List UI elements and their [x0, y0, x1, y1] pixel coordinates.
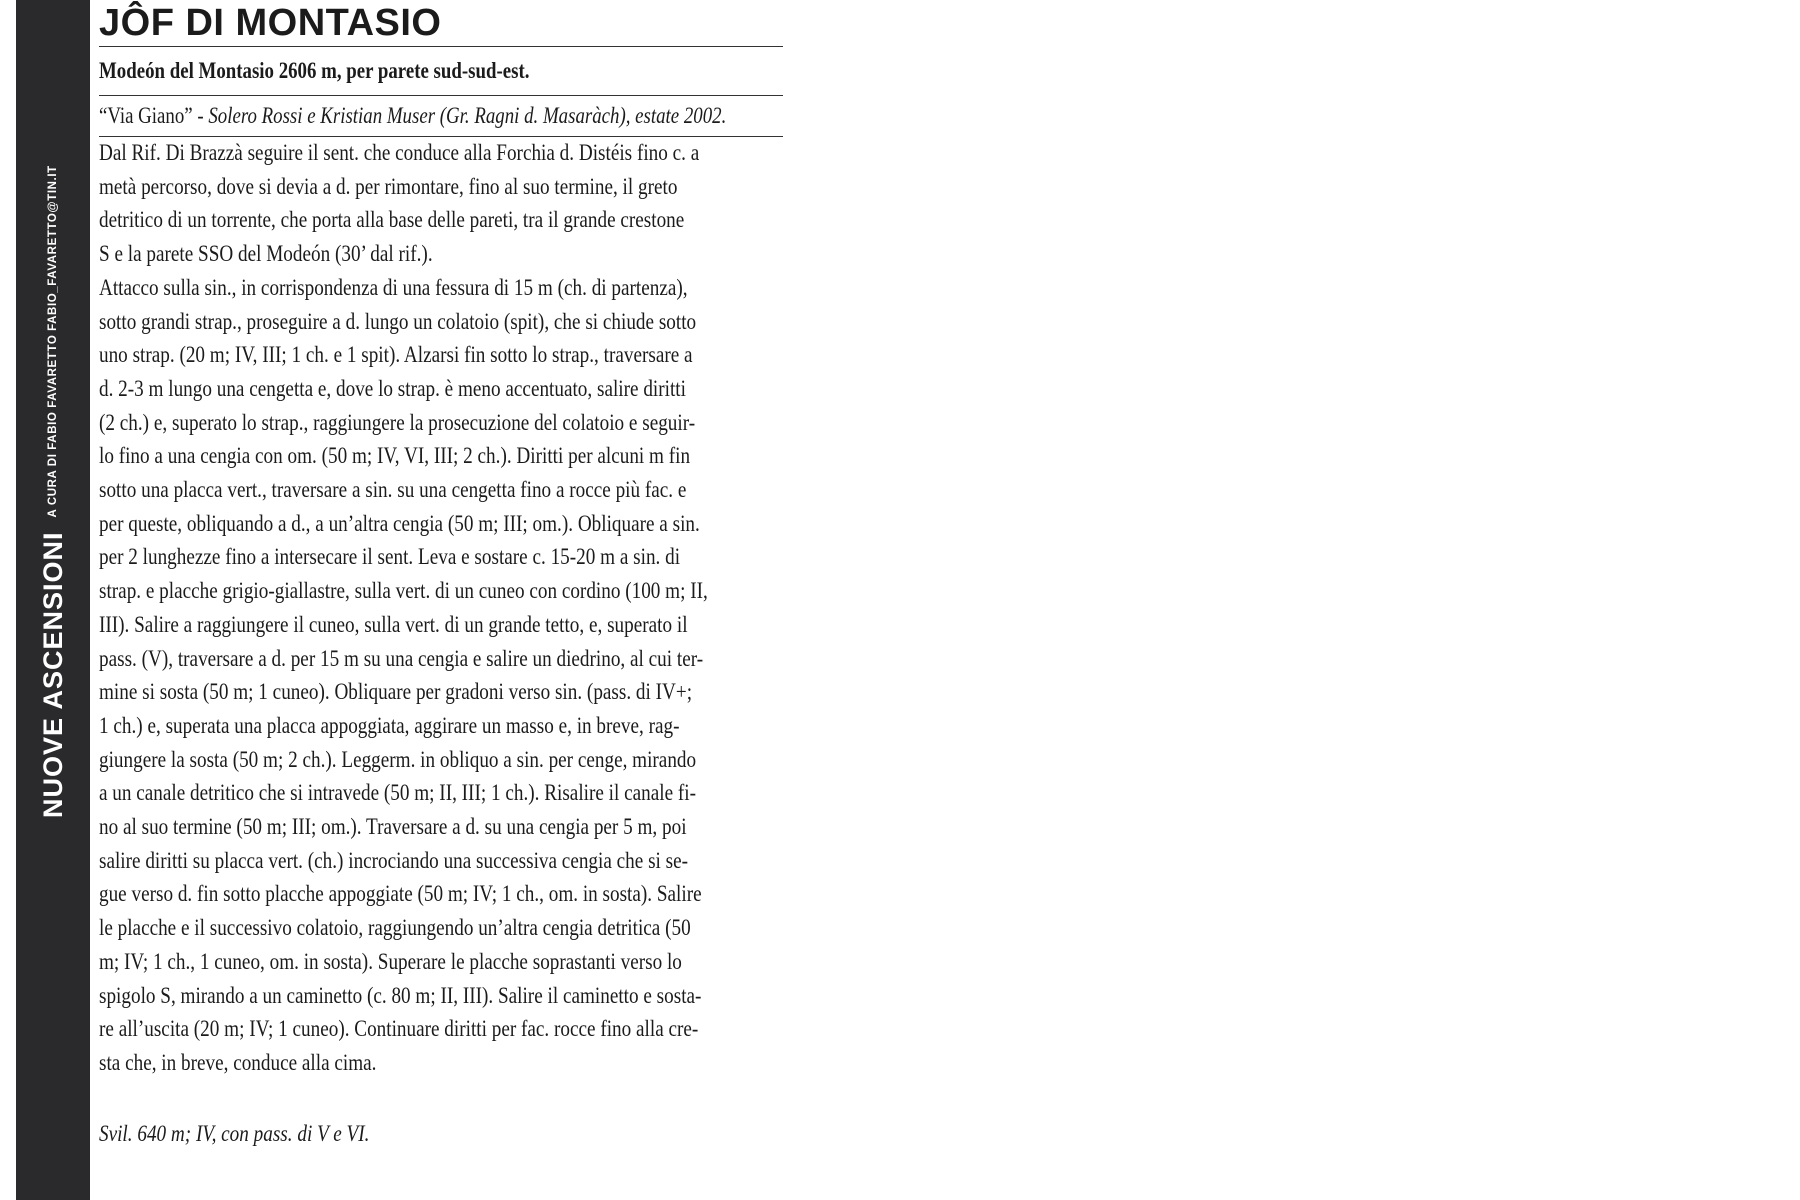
route-name: “Via Giano”: [99, 103, 193, 128]
description-line: (2 ch.) e, superato lo strap., raggiungere la prosecuzione del colatoio e seguir-: [99, 409, 696, 436]
description-line: giungere la sosta (50 m; 2 ch.). Leggerm. in obliquo a sin. per cenge, mirando: [99, 746, 697, 773]
section-title: NUOVE ASCENSIONI: [37, 531, 68, 818]
route-credits: [99, 96, 727, 136]
description-line: sotto una placca vert., traversare a sin. su una cengetta fino a rocce più fac. e: [99, 477, 687, 504]
description-line: no al suo termine (50 m; III; om.). Traversare a d. su una cengia per 5 m, poi: [99, 814, 687, 841]
description-line: re all’uscita (20 m; IV; 1 cuneo). Continuare diritti per fac. rocce fino alla cre-: [99, 1016, 699, 1043]
description-line: Dal Rif. Di Brazzà seguire il sent. che conduce alla Forchia d. Distéis fino c. a: [99, 140, 700, 166]
description-line: strap. e placche grigio-giallastre, sulla vert. di un cuneo con cordino (100 m; II,: [99, 578, 708, 605]
page-margin: [0, 0, 16, 1200]
description-line: III). Salire a raggiungere il cuneo, sulla vert. di un grande tetto, e, superato il: [99, 611, 688, 638]
description-line: 1 ch.) e, superata una placca appoggiata, aggirare un masso e, in breve, rag-: [99, 712, 680, 739]
description-line: mine si sosta (50 m; 1 cuneo). Obliquare per gradoni verso sin. (pass. di IV+;: [99, 679, 693, 706]
description-line: per 2 lunghezze fino a intersecare il sent. Leva e sostare c. 15-20 m a sin. di: [99, 544, 681, 571]
description-line: Attacco sulla sin., in corrispondenza di una fessura di 15 m (ch. di partenza),: [99, 274, 688, 301]
article: [99, 0, 783, 1147]
description-line: a un canale detritico che si intravede (50 m; II, III; 1 ch.). Risalire il canale fi-: [99, 780, 696, 807]
description-line: metà percorso, dove si devia a d. per rimontare, fino al suo termine, il greto: [99, 173, 678, 200]
description-line: spigolo S, mirando a un caminetto (c. 80 m; II, III). Salire il caminetto e sosta-: [99, 982, 702, 1009]
route-description: [99, 137, 783, 1081]
description-line: salire diritti su placca vert. (ch.) incrociando una successiva cengia che si se-: [99, 847, 689, 874]
description-line: m; IV; 1 ch., 1 cuneo, om. in sosta). Superare le placche soprastanti verso lo: [99, 948, 682, 975]
credit-separator: -: [192, 103, 209, 128]
mountain-title: JÔF DI MONTASIO: [99, 2, 442, 44]
description-line: gue verso d. fin sotto placche appoggiate (50 m; IV; 1 ch., om. in sosta). Salire: [99, 881, 702, 908]
description-line: pass. (V), traversare a d. per 15 m su una cengia e salire un diedrino, al cui ter-: [99, 645, 704, 672]
description-line: S e la parete SSO del Modeón (30’ dal rif.).: [99, 241, 433, 268]
section-sidebar-text: [31, 38, 75, 818]
description-line: lo fino a una cengia con om. (50 m; IV, VI, III; 2 ch.). Diritti per alcuni m fin: [99, 443, 691, 470]
route-summary: Svil. 640 m; IV, con pass. di V e VI.: [99, 1121, 370, 1147]
description-line: per queste, obliquando a d., a un’altra cengia (50 m; III; om.). Obliquare a sin.: [99, 510, 700, 537]
route-title: Modeón del Montasio 2606 m, per parete sud-sud-est.: [99, 58, 530, 83]
description-line: sotto grandi strap., proseguire a d. lungo un colatoio (spit), che si chiude sotto: [99, 308, 697, 335]
description-line: uno strap. (20 m; IV, III; 1 ch. e 1 spit). Alzarsi fin sotto lo strap., traversare a: [99, 342, 693, 369]
description-line: le placche e il successivo colatoio, raggiungendo un’altra cengia detritica (50: [99, 915, 691, 942]
description-line: d. 2-3 m lungo una cengetta e, dove lo strap. è meno accentuato, salire diritti: [99, 375, 686, 402]
section-credit: A CURA DI FABIO FAVARETTO FABIO_FAVARETTO@TIN.IT: [47, 165, 59, 518]
description-line: sta che, in breve, conduce alla cima.: [99, 1049, 377, 1076]
route-authors: Solero Rossi e Kristian Muser (Gr. Ragni d. Masaràch), estate 2002.: [208, 103, 727, 128]
description-line: detritico di un torrente, che porta alla base delle pareti, tra il grande crestone: [99, 207, 685, 234]
